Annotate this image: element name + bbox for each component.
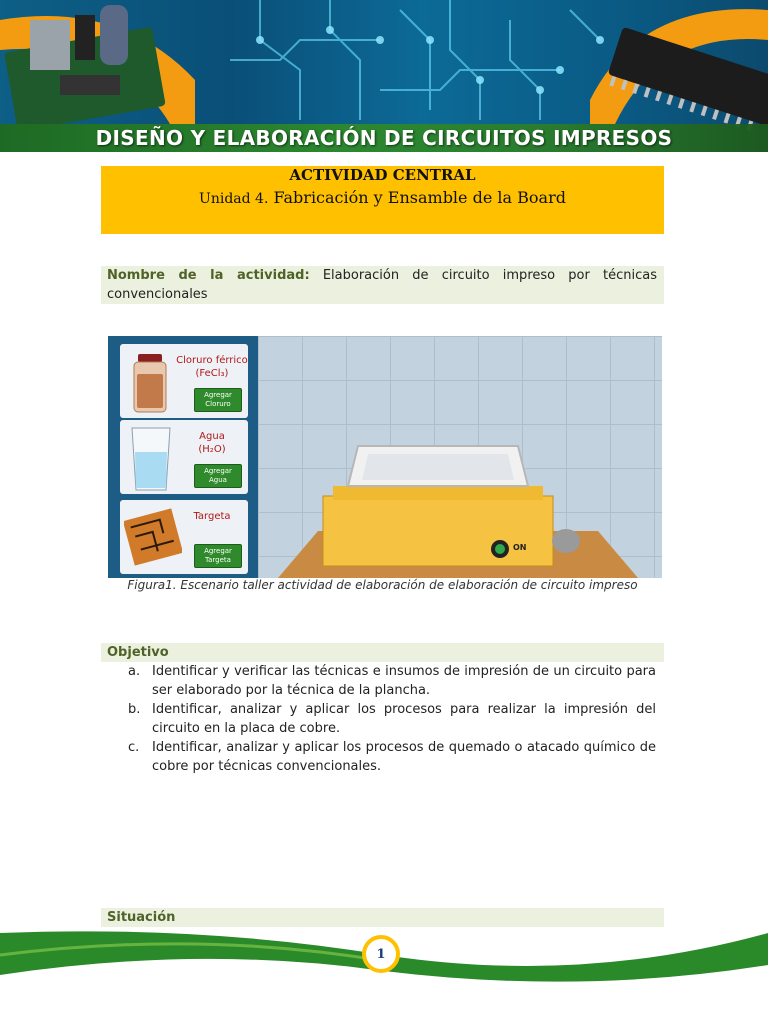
unit-prefix: Unidad 4. xyxy=(199,191,269,207)
unit-title: Fabricación y Ensamble de la Board xyxy=(268,188,566,207)
power-switch-label: ON xyxy=(513,543,527,552)
activity-name-label: Nombre de la actividad: xyxy=(107,268,310,283)
activity-type-heading: ACTIVIDAD CENTRAL xyxy=(289,166,476,184)
add-chloride-button[interactable]: Agregar Cloruro xyxy=(194,388,242,412)
lab-scenario-figure xyxy=(108,336,662,578)
supply-card-board xyxy=(120,500,248,574)
jar-icon xyxy=(126,348,176,418)
beaker-icon xyxy=(126,422,176,492)
activity-name xyxy=(107,266,657,304)
supply-label: Targeta xyxy=(193,511,231,522)
activity-name-band xyxy=(101,266,664,304)
page-number: 1 xyxy=(362,935,400,973)
pcb-icon xyxy=(124,506,182,570)
course-title: DISEÑO Y ELABORACIÓN DE CIRCUITOS IMPRESOS xyxy=(95,126,673,150)
objective-list xyxy=(128,662,656,776)
workbench-scene xyxy=(258,336,662,578)
supply-label: Agua (H₂O) xyxy=(198,431,226,455)
figure-caption: Figura1. Escenario taller actividad de elaboración de elaboración de circuito impreso xyxy=(127,578,638,592)
header-banner xyxy=(0,0,768,152)
objective-item: b. Identificar, analizar y aplicar los procesos para realizar la impresión del circuito en la placa de cobre. xyxy=(128,702,656,736)
supply-card-chloride xyxy=(120,344,248,418)
supply-card-water xyxy=(120,420,248,494)
supplies-panel xyxy=(108,336,258,578)
unit-heading xyxy=(101,188,664,207)
objective-title: Objetivo xyxy=(107,645,169,660)
objective-band xyxy=(101,643,664,662)
situation-title: Situación xyxy=(107,910,176,925)
objective-item: a. Identificar y verificar las técnicas e insumos de impresión de un circuito para ser elaborado por la técnica de la plancha. xyxy=(128,664,656,698)
add-water-button[interactable]: Agregar Agua xyxy=(194,464,242,488)
activity-name-value: Elaboración de circuito impreso por técnicas convencionales xyxy=(107,268,658,302)
objective-item: c. Identificar, analizar y aplicar los procesos de quemado o atacado químico de cobre por técnicas convencionales. xyxy=(128,740,656,774)
activity-header xyxy=(101,166,664,234)
supply-label: Cloruro férrico (FeCl₃) xyxy=(176,355,248,379)
add-board-button[interactable]: Agregar Targeta xyxy=(194,544,242,568)
